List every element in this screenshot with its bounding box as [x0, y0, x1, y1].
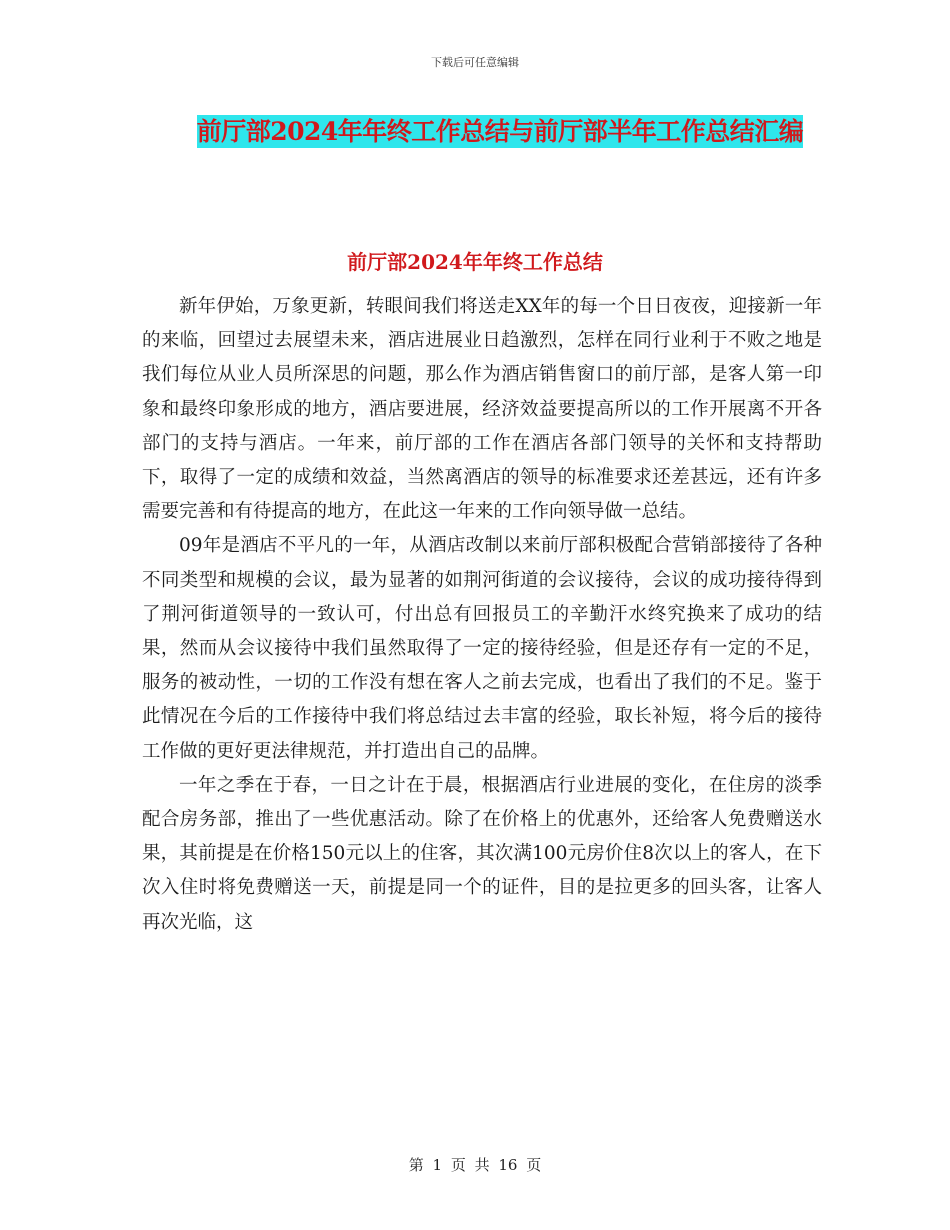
body-text [142, 290, 822, 940]
header-note: 下载后可任意编辑 [431, 56, 519, 69]
document-title-text: 前厅部2024年年终工作总结与前厅部半年工作总结汇编 [196, 117, 804, 146]
section-title: 前厅部2024年年终工作总结 [347, 250, 603, 274]
document-title [150, 108, 850, 155]
paragraph: 一年之季在于春，一日之计在于晨，根据酒店行业进展的变化，在住房的淡季配合房务部，推出了一些优惠活动。除了在价格上的优惠外，还给客人免费赠送水果，其前提是在价格150元以上的住客，其次满100元房价住8次以上的客人，在下次入住时将免费赠送一天，前提是同一个的证件，目的是拉更多的回头客，让客人再次光临，这 [142, 774, 822, 933]
paragraph: 09年是酒店不平凡的一年，从酒店改制以来前厅部积极配合营销部接待了各种不同类型和规模的会议，最为显著的如荆河街道的会议接待，会议的成功接待得到了荆河街道领导的一致认可，付出总有回报员工的辛勤汗水终究换来了成功的结果，然而从会议接待中我们虽然取得了一定的接待经验，但是还存有一定的不足，服务的被动性，一切的工作没有想在客人之前去完成，也看出了我们的不足。鉴于此情况在今后的工作接待中我们将总结过去丰富的经验，取长补短，将今后的接待工作做的更好更法律规范，并打造出自己的品牌。 [142, 535, 822, 762]
page-footer: 第 1 页 共 16 页 [408, 1156, 542, 1174]
paragraph: 新年伊始，万象更新，转眼间我们将送走XX年的每一个日日夜夜，迎接新一年的来临，回望过去展望未来，酒店进展业日趋激烈，怎样在同行业利于不败之地是我们每位从业人员所深思的问题，那么作为酒店销售窗口的前厅部，是客人第一印象和最终印象形成的地方，酒店要进展，经济效益要提高所以的工作开展离不开各部门的支持与酒店。一年来，前厅部的工作在酒店各部门领导的关怀和支持帮助下，取得了一定的成绩和效益，当然离酒店的领导的标准要求还差甚远，还有许多需要完善和有待提高的地方，在此这一年来的工作向领导做一总结。 [142, 296, 822, 523]
